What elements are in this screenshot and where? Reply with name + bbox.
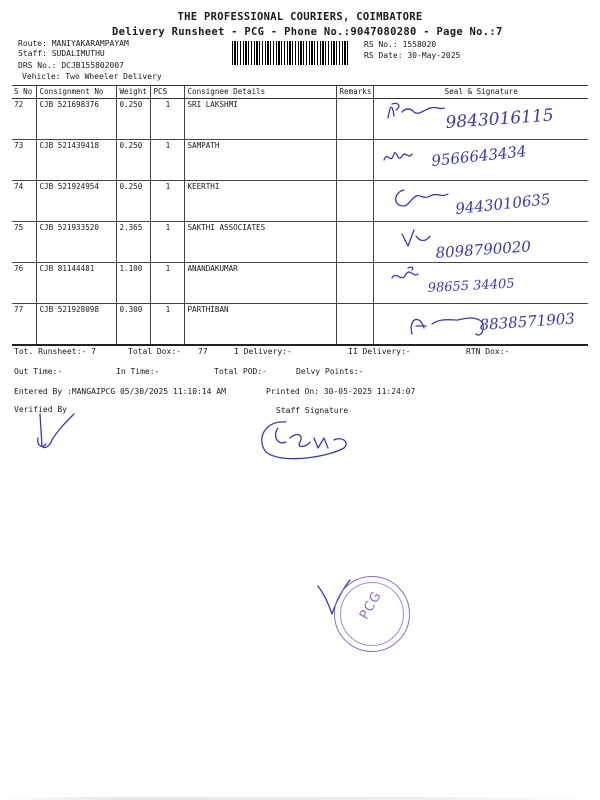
staff-label: Staff: SUDALIMUTHU xyxy=(18,49,105,58)
col-sno: S No xyxy=(12,86,37,99)
col-pcs: PCS xyxy=(151,86,185,99)
total-dox-value: 77 xyxy=(198,347,208,356)
row-consignee: KEERTHI xyxy=(185,181,337,222)
row-weight: 1.100 xyxy=(117,263,151,304)
rs-date: RS Date: 30-May-2025 xyxy=(364,51,461,60)
row-consignment: CJB 521439418 xyxy=(37,140,117,181)
out-time: Out Time:- xyxy=(14,367,63,376)
row-sno: 73 xyxy=(12,140,37,181)
phone-handwritten: 8098790020 xyxy=(435,237,532,262)
total-dox-label: Total Dox:- xyxy=(128,347,181,356)
phone-handwritten: 9443010635 xyxy=(454,190,552,218)
signature-row-73 xyxy=(382,140,582,180)
col-weight: Weight xyxy=(117,86,151,99)
row-sno: 77 xyxy=(12,304,37,346)
row-pcs: 1 xyxy=(151,181,185,222)
row-consignment: CJB 81144481 xyxy=(37,263,117,304)
runsheet-title: Delivery Runsheet - PCG - Phone No.:9047080280 - Page No.:7 xyxy=(112,26,503,38)
row-consignment: CJB 521928098 xyxy=(37,304,117,346)
delvy-points: Delvy Points:- xyxy=(296,367,364,376)
signature-row-77 xyxy=(406,304,586,344)
phone-handwritten: 9566643434 xyxy=(430,142,528,170)
verified-by-label: Verified By xyxy=(14,405,67,414)
row-remarks xyxy=(337,99,374,140)
i-delivery: I Delivery:- xyxy=(234,347,292,356)
row-pcs: 1 xyxy=(151,304,185,346)
row-pcs: 1 xyxy=(151,99,185,140)
row-sno: 75 xyxy=(12,222,37,263)
printed-on: Printed On: 30-05-2025 11:24:07 xyxy=(266,387,416,396)
row-remarks xyxy=(337,304,374,346)
company-title: THE PROFESSIONAL COURIERS, COIMBATORE xyxy=(177,11,423,23)
signature-row-72 xyxy=(384,96,584,136)
row-remarks xyxy=(337,181,374,222)
row-weight: 0.300 xyxy=(117,304,151,346)
row-pcs: 1 xyxy=(151,222,185,263)
staff-signature-label: Staff Signature xyxy=(276,406,349,415)
row-remarks xyxy=(337,222,374,263)
row-weight: 2.365 xyxy=(117,222,151,263)
total-pod: Total POD:- xyxy=(214,367,267,376)
entered-by: Entered By :MANGAIPCG 05/30/2025 11:10:14 AM xyxy=(14,387,226,396)
row-consignee: SAKTHI ASSOCIATES xyxy=(185,222,337,263)
col-seal-signature: Seal & Signature xyxy=(374,86,588,99)
row-consignment: CJB 521698376 xyxy=(37,99,117,140)
barcode xyxy=(232,41,350,65)
drs-number: DRS No.: DCJB155802007 xyxy=(18,61,124,70)
phone-handwritten: 98655 34405 xyxy=(427,276,515,296)
tot-runsheet: Tot. Runsheet:- 7 xyxy=(14,347,96,356)
row-sno: 76 xyxy=(12,263,37,304)
signature-row-75 xyxy=(400,222,590,262)
row-consignee: ANANDAKUMAR xyxy=(185,263,337,304)
row-consignee: PARTHIBAN xyxy=(185,304,337,346)
in-time: In Time:- xyxy=(116,367,160,376)
vehicle-label: Vehicle: Two Wheeler Delivery xyxy=(22,72,162,81)
signature-row-74 xyxy=(390,180,590,220)
signature-row-76 xyxy=(388,262,578,302)
row-pcs: 1 xyxy=(151,140,185,181)
col-remarks: Remarks xyxy=(337,86,374,99)
row-consignee: SRI LAKSHMI xyxy=(185,99,337,140)
row-remarks xyxy=(337,263,374,304)
row-remarks xyxy=(337,140,374,181)
staff-signature xyxy=(256,414,356,462)
col-consignment: Consignment No xyxy=(37,86,117,99)
phone-handwritten: 8838571903 xyxy=(479,309,576,334)
ii-delivery: II Delivery:- xyxy=(348,347,411,356)
col-consignee: Consignee Details xyxy=(185,86,337,99)
phone-handwritten: 9843016115 xyxy=(444,105,555,133)
verified-by-signature xyxy=(28,410,88,456)
pcg-stamp-text: PCG xyxy=(357,588,385,623)
row-weight: 0.250 xyxy=(117,140,151,181)
row-sno: 72 xyxy=(12,99,37,140)
route-label: Route: MANIYAKARAMPAYAM xyxy=(18,39,129,48)
row-sno: 74 xyxy=(12,181,37,222)
row-pcs: 1 xyxy=(151,263,185,304)
row-consignment: CJB 521924954 xyxy=(37,181,117,222)
rtn-dox: RTN Dox:- xyxy=(466,347,510,356)
row-consignee: SAMPATH xyxy=(185,140,337,181)
row-weight: 0.250 xyxy=(117,181,151,222)
row-consignment: CJB 521933520 xyxy=(37,222,117,263)
row-weight: 0.250 xyxy=(117,99,151,140)
rs-number: RS No.: 1558020 xyxy=(364,40,437,49)
